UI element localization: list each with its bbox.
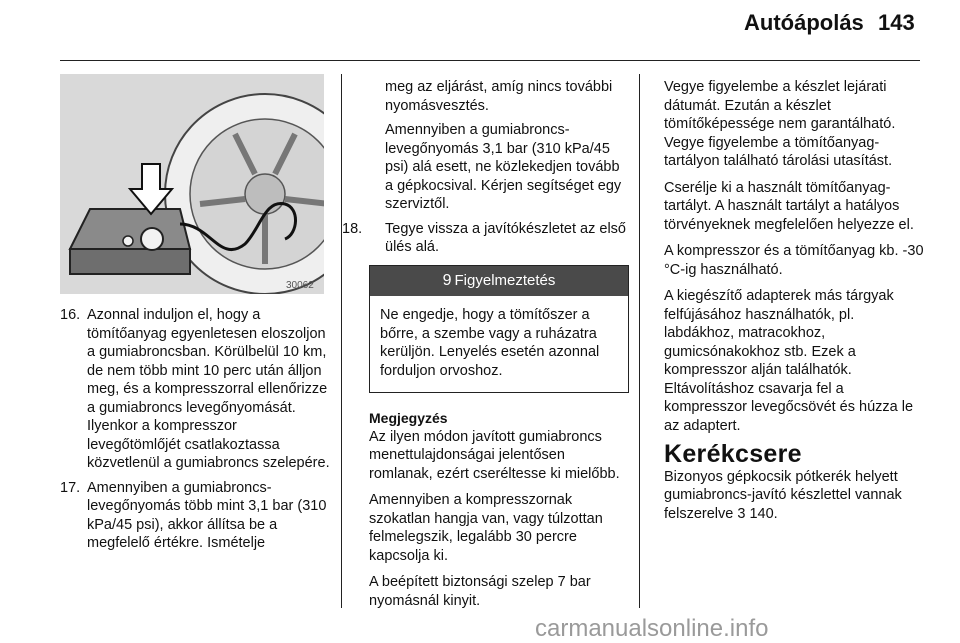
power-switch-icon: [123, 236, 133, 246]
warning-header: [370, 266, 628, 297]
section-heading: Kerékcsere: [664, 440, 802, 468]
compressor-drawing: [60, 74, 324, 294]
page-reference-link[interactable]: 140.: [749, 505, 778, 522]
safety-valve-paragraph: A beépített biztonsági szelep 7 bar nyomásnál kinyit.: [369, 574, 591, 609]
wheel-hub: [245, 174, 285, 214]
figure-code: 30062: [286, 280, 314, 291]
warning-icon: 9: [442, 271, 452, 289]
pressure-gauge-icon: [141, 228, 163, 250]
warning-box: [369, 265, 629, 394]
watermark: carmanualsonline.info: [535, 615, 769, 642]
page-number: 143: [878, 10, 915, 35]
expiry-paragraph: Vegye figyelembe a készlet lejárati dátumát. Ezután a készlet tömítőképessége nem garantálható. Vegye figyelembe a tömítőanyag-tartályon található tárolási utasítást.: [664, 79, 896, 169]
header-divider: [60, 60, 920, 61]
adapters-paragraph: A kiegészítő adapterek más tárgyak felfújásához használhatók, pl. labdákhoz, matracokhoz, gumicsónakokhoz stb. Ezek a kompresszor alján találhatók. Eltávolításhoz csavarja fel a kompresszor levegőcsövét és húzza le az adaptert.: [664, 288, 914, 434]
container-replace-paragraph: Cserélje ki a használt tömítőanyag-tartályt. A használt tartályt a hatályos törvényeknek megfelelően helyezze el.: [664, 179, 914, 233]
page-header-title: Autóápolás: [744, 10, 864, 35]
column-1: [60, 306, 332, 559]
column-3: [664, 78, 926, 531]
temperature-paragraph: A kompresszor és a tömítőanyag kb. -30 °C-ig használható.: [664, 243, 924, 278]
item-17-continuation: meg az eljárást, amíg nincs további nyomásvesztés.: [385, 79, 613, 114]
warning-text: Ne engedje, hogy a tömítőszer a bőrre, a szembe vagy a ruházatra kerüljön. Lenyelés esetén azonnal forduljon orvoshoz.: [380, 307, 600, 379]
list-item: [60, 479, 332, 553]
warning-title: Figyelmeztetés: [454, 271, 556, 289]
note-title: Megjegyzés: [369, 410, 448, 426]
list-number: 16.: [60, 307, 81, 323]
column-divider-2: [639, 74, 640, 608]
list-number: 17.: [60, 479, 81, 496]
list-item: [342, 220, 629, 257]
column-2: [342, 78, 629, 618]
list-text: Tegye vissza a javítókészletet az első ülés alá.: [385, 220, 626, 255]
wheel-change-paragraph: Bizonyos gépkocsik pótkerék helyett gumiabroncs-javító készlettel vannak felszerelve 3 140.: [664, 468, 902, 522]
list-text: Amennyiben a gumiabroncs-levegőnyomás több mint 3,1 bar (310 kPa/45 psi), akkor állítsa be a megfelelő értékre. Ismételje: [87, 479, 327, 551]
compressor-heat-paragraph: Amennyiben a kompresszornak szokatlan hangja van, vagy túlzottan felmelegszik, legalább 30 percre kapcsolja ki.: [369, 492, 603, 564]
column-divider-1: [341, 74, 342, 608]
cross-reference-arrow-icon: 3: [737, 505, 746, 522]
list-item: [60, 306, 332, 473]
note-text: Az ilyen módon javított gumiabroncs menettulajdonságai jelentősen romlanak, ezért cseréltesse ki mielőbb.: [369, 428, 620, 482]
list-number: 18.: [342, 220, 363, 237]
item-17-continuation-2: Amennyiben a gumiabroncs-levegőnyomás 3,1 bar (310 kPa/45 psi) alá esett, ne közlekedjen tovább a gépkocsival. Kérjen segítséget egy szerviztől.: [385, 122, 622, 212]
list-text: Azonnal induljon el, hogy a tömítőanyag egyenletesen eloszoljon a gumiabroncsban. Körülbelül 10 km, de nem több mint 10 perc után álljon meg, és a kompresszorral ellenőrizze a gumiabroncs levegőnyomását. Ilyenkor a kompresszor levegőtömlőjét csatlakoztassa közvetlenül a gumiabroncs szelepére.: [87, 307, 330, 471]
compressor-illustration: [60, 74, 324, 294]
